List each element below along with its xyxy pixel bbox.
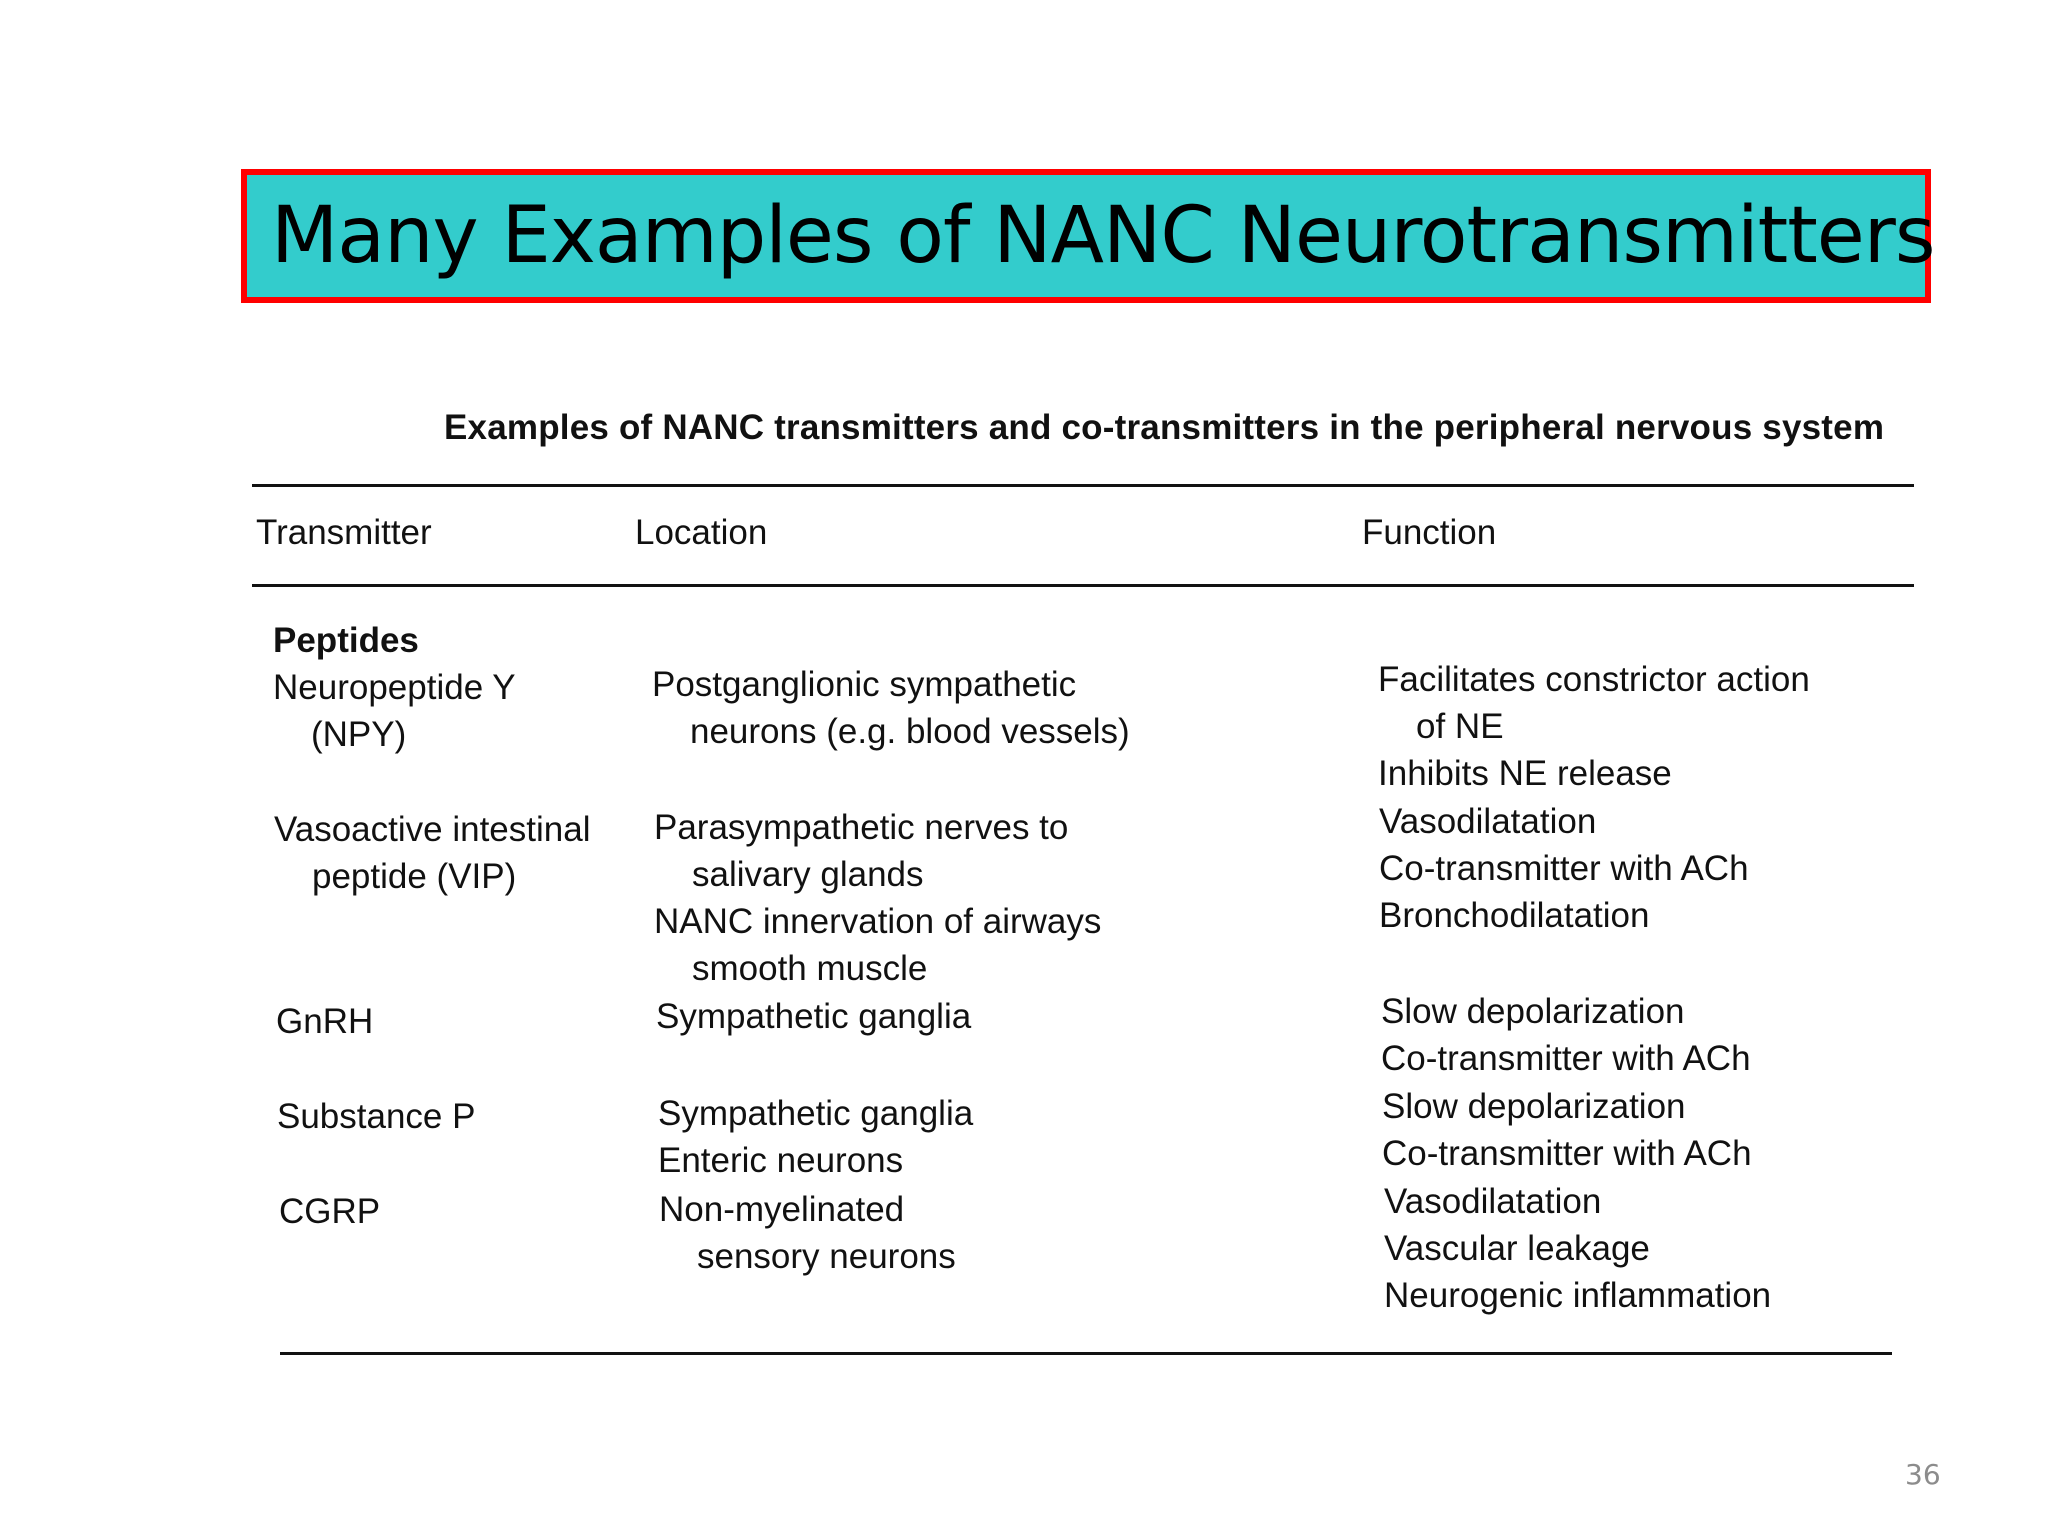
function-line: Slow depolarization (1381, 992, 1685, 1031)
function-cell-cgrp (1384, 1178, 1771, 1319)
location-line: Parasympathetic nerves to (654, 808, 1069, 847)
page-number: 36 (1905, 1458, 1941, 1491)
function-line: Co-transmitter with ACh (1381, 1039, 1751, 1078)
function-line: Co-transmitter with ACh (1382, 1134, 1752, 1173)
function-cell-vip (1379, 798, 1749, 939)
function-line: of NE (1416, 707, 1504, 746)
table-top-rule (252, 484, 1914, 487)
location-line: Non-myelinated (659, 1190, 905, 1229)
function-cell-substance-p (1382, 1083, 1752, 1177)
transmitter-cell-npy (273, 664, 516, 758)
section-label-peptides (273, 617, 419, 664)
transmitter-cell-substance-p (277, 1093, 475, 1140)
function-line: Vasodilatation (1379, 802, 1597, 841)
transmitter-cell-cgrp (279, 1188, 380, 1235)
transmitter-cell-vip (274, 806, 590, 900)
location-line: Sympathetic ganglia (658, 1094, 974, 1133)
location-line: Postganglionic sympathetic (652, 665, 1077, 704)
function-line: Vascular leakage (1384, 1229, 1650, 1268)
location-cell-cgrp (659, 1186, 956, 1280)
column-header-location: Location (635, 513, 768, 552)
function-cell-npy (1378, 656, 1810, 797)
table-bottom-rule (280, 1352, 1892, 1355)
location-cell-vip (654, 804, 1101, 992)
location-cell-substance-p (658, 1090, 973, 1184)
slide-title-box (241, 169, 1935, 303)
location-line: Sympathetic ganglia (656, 997, 972, 1036)
location-line: Enteric neurons (658, 1141, 904, 1180)
column-header-transmitter: Transmitter (256, 513, 432, 552)
transmitter-line: CGRP (279, 1192, 381, 1231)
section-label: Peptides (273, 621, 419, 660)
location-line: neurons (e.g. blood vessels) (690, 712, 1130, 751)
location-line: NANC innervation of airways (654, 902, 1102, 941)
function-line: Slow depolarization (1382, 1087, 1686, 1126)
function-line: Inhibits NE release (1378, 754, 1672, 793)
transmitter-line: (NPY) (311, 715, 407, 754)
transmitter-cell-gnrh (276, 998, 373, 1045)
slide-title: Many Examples of NANC Neurotransmitters (271, 191, 1935, 281)
location-line: salivary glands (692, 855, 924, 894)
function-line: Neurogenic inflammation (1384, 1276, 1772, 1315)
transmitter-line: Vasoactive intestinal (274, 810, 591, 849)
location-cell-npy (652, 661, 1130, 755)
location-line: smooth muscle (692, 949, 928, 988)
column-header-function: Function (1362, 513, 1497, 552)
location-line: sensory neurons (697, 1237, 956, 1276)
table-header-rule (252, 584, 1914, 587)
transmitter-line: Neuropeptide Y (273, 668, 516, 707)
function-line: Co-transmitter with ACh (1379, 849, 1749, 888)
transmitter-line: Substance P (277, 1097, 476, 1136)
function-line: Bronchodilatation (1379, 896, 1650, 935)
function-line: Vasodilatation (1384, 1182, 1602, 1221)
table-caption: Examples of NANC transmitters and co-transmitters in the peripheral nervous system (444, 408, 1885, 447)
transmitter-line: GnRH (276, 1002, 374, 1041)
transmitter-line: peptide (VIP) (312, 857, 517, 896)
function-cell-gnrh (1381, 988, 1751, 1082)
function-line: Facilitates constrictor action (1378, 660, 1810, 699)
location-cell-gnrh (656, 993, 971, 1040)
